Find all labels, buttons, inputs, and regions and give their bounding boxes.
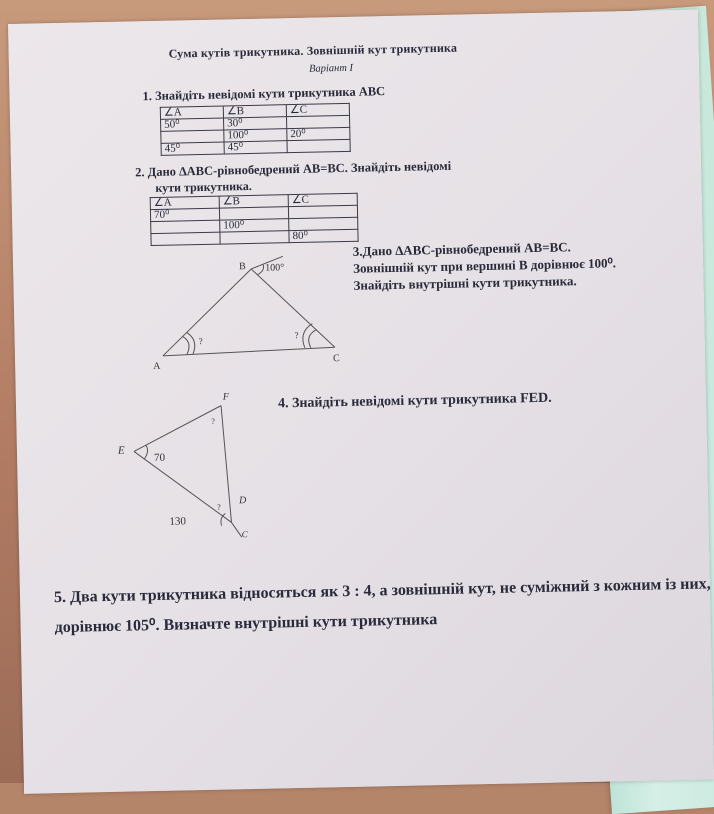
angle-label: 130 <box>169 515 187 528</box>
unknown-angle-label: ? <box>294 329 299 341</box>
table-cell: 100⁰ <box>220 219 289 232</box>
vertex-label: D <box>238 495 247 507</box>
task2-text: 2. Дано ∆АВС-рівнобедрений АВ=ВС. Знайдіть невідомі <box>134 158 452 180</box>
table-header-cell: ∠C <box>286 103 349 116</box>
task1-table <box>160 103 351 156</box>
vertex-label: F <box>222 391 230 403</box>
vertex-label: A <box>153 360 161 373</box>
task2-table <box>150 193 359 246</box>
task5-text: 5. Два кути трикутника відносяться як 3 : 4, а зовнішній кут, не суміжний з кожним із них, дорівнює 105⁰. Визначте внутрішні кути трикутника <box>53 575 711 637</box>
table-cell: 45⁰ <box>224 141 287 154</box>
table-header-cell: ∠B <box>223 105 286 118</box>
vertex-label: C <box>332 353 340 365</box>
worksheet-page <box>8 10 714 794</box>
task3-text: 3.Дано ∆АВС-рівнобедрений АВ=ВС. Зовнішній кут при вершині В дорівнює 100⁰. Знайдіть внутрішні кути трикутника. <box>352 239 617 293</box>
table-cell <box>151 232 220 245</box>
table-row <box>161 139 350 155</box>
task3-triangle-figure <box>143 257 356 391</box>
table-cell: 30⁰ <box>224 117 287 130</box>
task1-text: 1. Знайдіть невідомі кути трикутника АВС <box>142 84 386 104</box>
unknown-angle-label: ? <box>198 335 203 347</box>
table-cell <box>287 139 350 152</box>
vertex-label: B <box>239 261 246 273</box>
unknown-angle-label: ? <box>217 502 221 512</box>
variant-label: Варіант I <box>308 62 354 75</box>
table-header-cell: ∠A <box>160 106 223 119</box>
table-header-cell: ∠C <box>288 193 357 206</box>
table-cell: 45⁰ <box>161 142 224 155</box>
angle-label: 100° <box>265 262 285 274</box>
table-cell: 20⁰ <box>287 127 350 140</box>
table-header-cell: ∠B <box>219 195 288 208</box>
unknown-angle-label: ? <box>211 416 216 426</box>
task2-text-continuation: кути трикутника. <box>155 178 252 195</box>
table-cell: 80⁰ <box>289 229 358 242</box>
table-cell: 100⁰ <box>224 129 287 142</box>
vertex-label: E <box>117 444 125 457</box>
table-header-cell: ∠A <box>150 196 219 209</box>
task4-triangle-figure <box>111 386 284 550</box>
worksheet-title: Сума кутів трикутника. Зовнішній кут трикутника <box>168 40 458 61</box>
table-cell <box>220 231 289 244</box>
vertex-label: C <box>241 529 248 540</box>
table-cell: 50⁰ <box>161 118 224 131</box>
table-cell: 70⁰ <box>150 208 219 221</box>
task4-text: 4. Знайдіть невідомі кути трикутника FED. <box>277 390 552 412</box>
angle-label: 70 <box>153 451 166 465</box>
